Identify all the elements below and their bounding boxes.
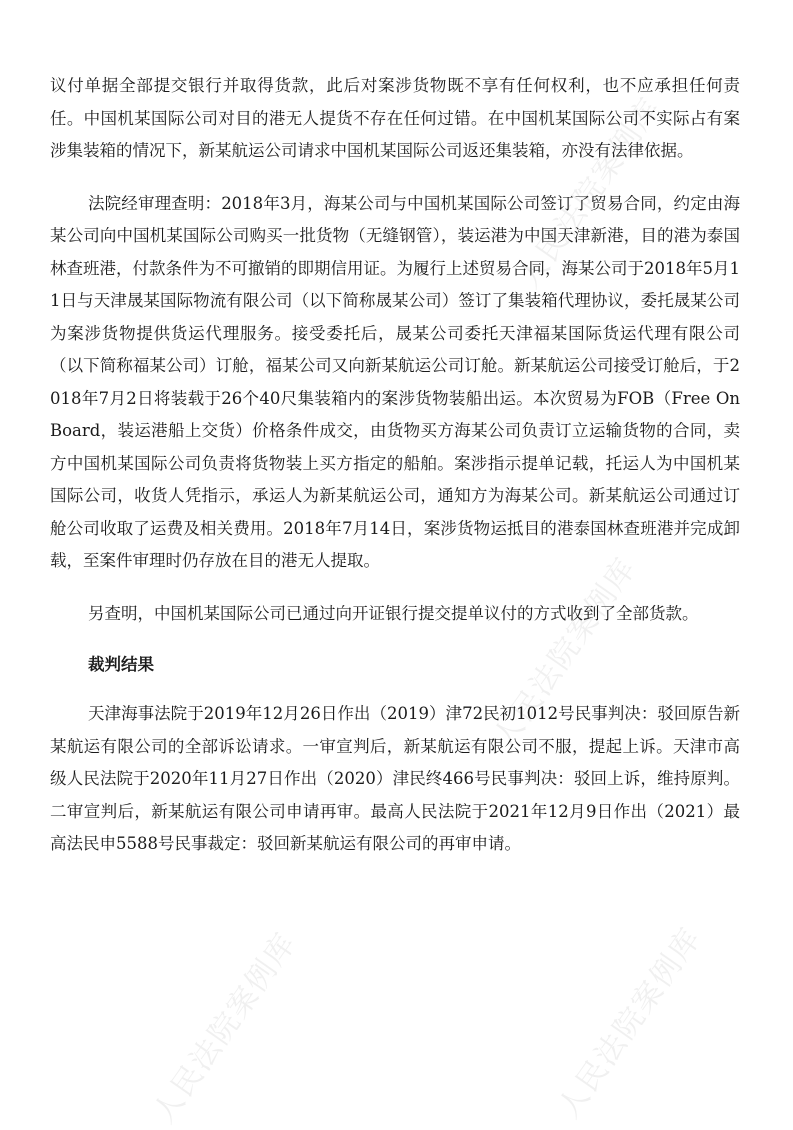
- watermark-3: 人民法院案例库: [146, 926, 304, 1130]
- document-body: [50, 70, 740, 881]
- watermark-4: 人民法院案例库: [551, 921, 709, 1125]
- watermark-2: 人民法院案例库: [486, 551, 644, 755]
- section-heading-judgment-result: 裁判结果: [88, 655, 154, 674]
- paragraph-continuation: 议付单据全部提交银行并取得货款，此后对案涉货物既不享有任何权利，也不应承担任何责任。中国机某国际公司对目的港无人提货不存在任何过错。在中国机某国际公司不实际占有案涉集装箱的情况下，新某航运公司请求中国机某国际公司返还集装箱，亦没有法律依据。: [50, 76, 740, 160]
- watermark-1: 人民法院案例库: [511, 91, 669, 295]
- paragraph-facts: 法院经审理查明：2018年3月，海某公司与中国机某国际公司签订了贸易合同，约定由海某公司向中国机某国际公司购买一批货物（无缝钢管），装运港为中国天津新港，目的港为泰国林查班港，付款条件为不可撤销的即期信用证。为履行上述贸易合同，海某公司于2018年5月11日与天津晟某国际物流有限公司（以下简称晟某公司）签订了集装箱代理协议，委托晟某公司为案涉货物提供货运代理服务。接受委托后，晟某公司委托天津福某国际货运代理有限公司（以下简称福某公司）订舱，福某公司又向新某航运公司订舱。新某航运公司接受订舱后，于2018年7月2日将装载于26个40尺集装箱内的案涉货物装船出运。本次贸易为FOB（Free On Board，装运港船上交货）价格条件成交，由货物买方海某公司负责订立运输货物的合同，卖方中国机某国际公司负责将货物装上买方指定的船舶。案涉指示提单记载，托运人为中国机某国际公司，收货人凭指示，承运人为新某航运公司，通知方为海某公司。新某航运公司通过订舱公司收取了运费及相关费用。2018年7月14日，案涉货物运抵目的港泰国林查班港并完成卸载，至案件审理时仍存放在目的港无人提取。: [50, 193, 740, 570]
- paragraph-additional-facts: 另查明，中国机某国际公司已通过向开证银行提交提单议付的方式收到了全部货款。: [88, 603, 699, 623]
- paragraph-judgment-result: 天津海事法院于2019年12月26日作出（2019）津72民初1012号民事判决：驳回原告新某航运有限公司的全部诉讼请求。一审宣判后，新某航运有限公司不服，提起上诉。天津市高级人民法院于2020年11月27日作出（2020）津民终466号民事判决：驳回上诉，维持原判。二审宣判后，新某航运有限公司申请再审。最高人民法院于2021年12月9日作出（2021）最高法民申5588号民事裁定：驳回新某航运有限公司的再审申请。: [50, 704, 740, 853]
